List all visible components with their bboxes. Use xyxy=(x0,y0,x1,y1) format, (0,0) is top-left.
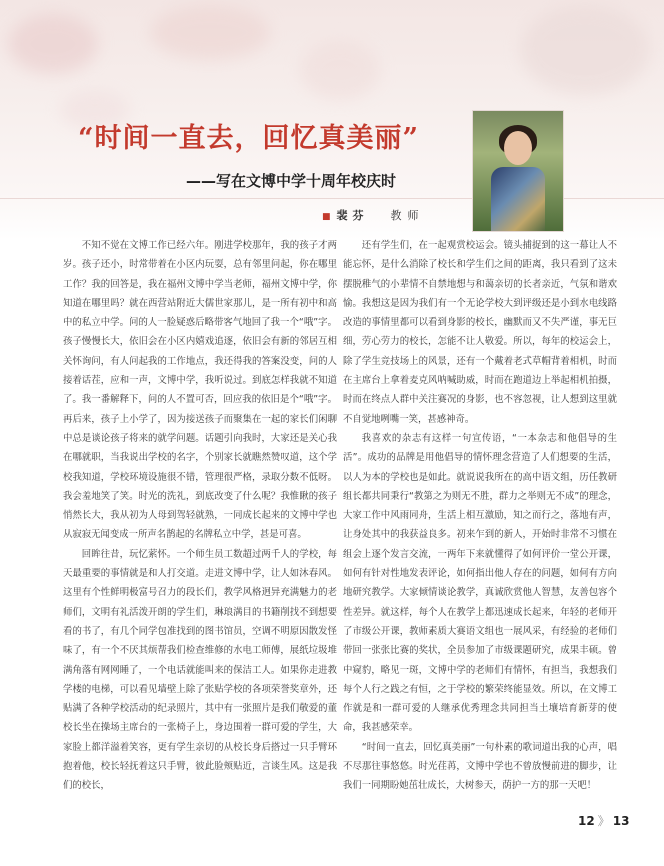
body-column-right xyxy=(343,236,617,806)
header-divider xyxy=(0,198,664,199)
paragraph: 我喜欢的杂志有这样一句宣传语，“一本杂志和他倡导的生活”。成功的品牌是用他倡导的情怀理念营造了人们想要的生活，以人为本的学校也是如此。就说说我所在的高中语文组，历任教研组长都共同秉行“教第之为则无不胜，群力之举则无不成”的理念，大家工作中风雨同舟，生活上相互激励，知之而行之，落地有声，让身处其中的我获益良多。初来乍到的新人，开始时非常不习惯在组会上逐个发言交流，一两年下来就懂得了如何评价一堂公开课，如何有针对性地发表评论，如何指出他人存在的问题，如何有方向地研究教学。大家倾情谈论教学，真诚欣赏他人智慧，友善包容个性差异。就这样，每个人在教学上都迅速成长起来，年轻的老师开了市级公开课，教师素质大赛语文组也一展风采，有经验的老师们带回一张张比赛的奖状，全员参加了市级课题研究，成果丰硕。曾中窥豹，略见一斑，文博中学的老师们有情怀，有担当，我想我们每个人行之践之有恒，之于学校的繁荣终能显效。所以，在文博工作就是和一群可爱的人继承优秀理念共同担当土壤培育新芽的使命，我甚感荣幸。 xyxy=(343,432,617,734)
article-title: “时间一直去，回忆真美丽” xyxy=(78,123,420,154)
page-numbers xyxy=(578,812,629,829)
square-bullet-icon: ■ xyxy=(322,212,331,222)
paragraph: 还有学生们，在一起观赏校运会。镜头捕捉到的这一幕让人不能忘怀，是什么消除了校长和学生们之间的距离，我只看到了这未摆脱稚气的小辈情不自禁地想与和蔼亲切的长者亲近，气氛和谐欢愉。我想这是因为我们有一个无论学校大到评级还是小到水电线路改造的事情里都可以看到身影的校长，幽默而又不失严谨，事无巨细，劳心劳力的校长，怎能不让人敬爱。所以，每年的校运会上，除了学生竞技场上的风景，还有一个戴着老式草帽背着相机，时而在主席台上拿着麦克风呐喊助威，时而在跑道边上举起相机拍摄，时而在终点人群中关注赛况的身影，也不容忽视，让人想到这里就不自觉地咧嘴一笑，甚感神奇。 xyxy=(343,240,617,425)
page-separator: 》 xyxy=(597,814,610,828)
byline xyxy=(322,207,425,223)
author-photo xyxy=(472,110,564,232)
body-column-left xyxy=(63,236,337,806)
author-name: 裴芬 xyxy=(336,209,369,222)
paragraph: “时间一直去，回忆真美丽”一句朴素的歌词道出我的心声，唱不尽那往事悠悠。时光荏苒，文博中学也不曾放慢前进的脚步，让我们一同期盼她茁壮成长，大树参天，荫护一方的那一天吧！ xyxy=(343,741,617,792)
paragraph: 不知不觉在文博工作已经六年。刚进学校那年，我的孩子才两岁。孩子还小，时常带着在小区内玩耍，总有邻里问起，你在哪里工作？我的回答是，我在福州文博中学当老师，福州文博中学，你知道在哪里吗？就在西营站附近大儒世家那儿，是一所有初中和高中的私立中学。问的人一脸疑惑后略带客气地回了我一个“哦”字。孩子慢慢长大，依旧会在小区内嬉戏追逐，依旧会有新的邻居互相关怀询问，有人问起我的工作地点，我还得我的答案没变，问的人接着话茬，应和一声，文博中学，我听说过。到底怎样我就不知道了。我一番解释下，问的人不置可否，回应我的依旧是个“哦”字。再后来，孩子上小学了，因为接送孩子而聚集在一起的家长们闲聊中总是谈论孩子将来的就学问题。话题引向我时，大家还是关心我在哪就职，当我说出学校的名字，个别家长就瞧然赞叹道，这个学校我知道，学校环境设施很不错，管理很严格，录取分数不低呀。我会羞地笑了笑。时光的洗礼，到底改变了什么呢？我惟瞅的孩子悄然长大，我从初为人母到驾轻就熟，一同成长起来的文博中学也从寂寂无闻变成一所声名鹊起的名牌私立中学，甚是可喜。 xyxy=(63,240,337,541)
author-role: 教师 xyxy=(390,209,425,222)
article-subtitle: ——写在文博中学十周年校庆时 xyxy=(186,172,397,190)
paragraph: 回眸往昔，玩忆萦怀。一个师生员工数超过两千人的学校，每天最重要的事情就是和人打交道。走进文博中学，让人如沐春风。这里有个性鲜明极富号召力的段长们，教学风格迥异充满魅力的老师们，文明有礼活泼开朗的学生们，琳琅满目的书籍削找不到想要看的书了，有几个同学包准找到的图书馆员，空调不明原因散发怪味了，有一个不厌其烦帮我们检查维修的水电工师傅，展纸垃圾堆满角落有网网睡了，一个电话就能叫来的保洁工人。如果你走进教学楼的电梯，可以看见墙壁上除了张贴学校的各项荣誉奖章外，还贴满了各种学校活动的纪录照片，其中有一张照片是我们敬爱的董校长坐在操场主席台的一张椅子上，身边围着一群可爱的学生，大家脸上都洋溢着笑容，更有学生亲切的从校长身后搭过一只手臂环抱着他，校长轻抚着这只手臂，彼此脸颊贴近，言谈生风。这是我们的校长， xyxy=(63,548,337,792)
page-number-right: 13 xyxy=(612,814,630,828)
page-number-left: 12 xyxy=(578,814,595,828)
